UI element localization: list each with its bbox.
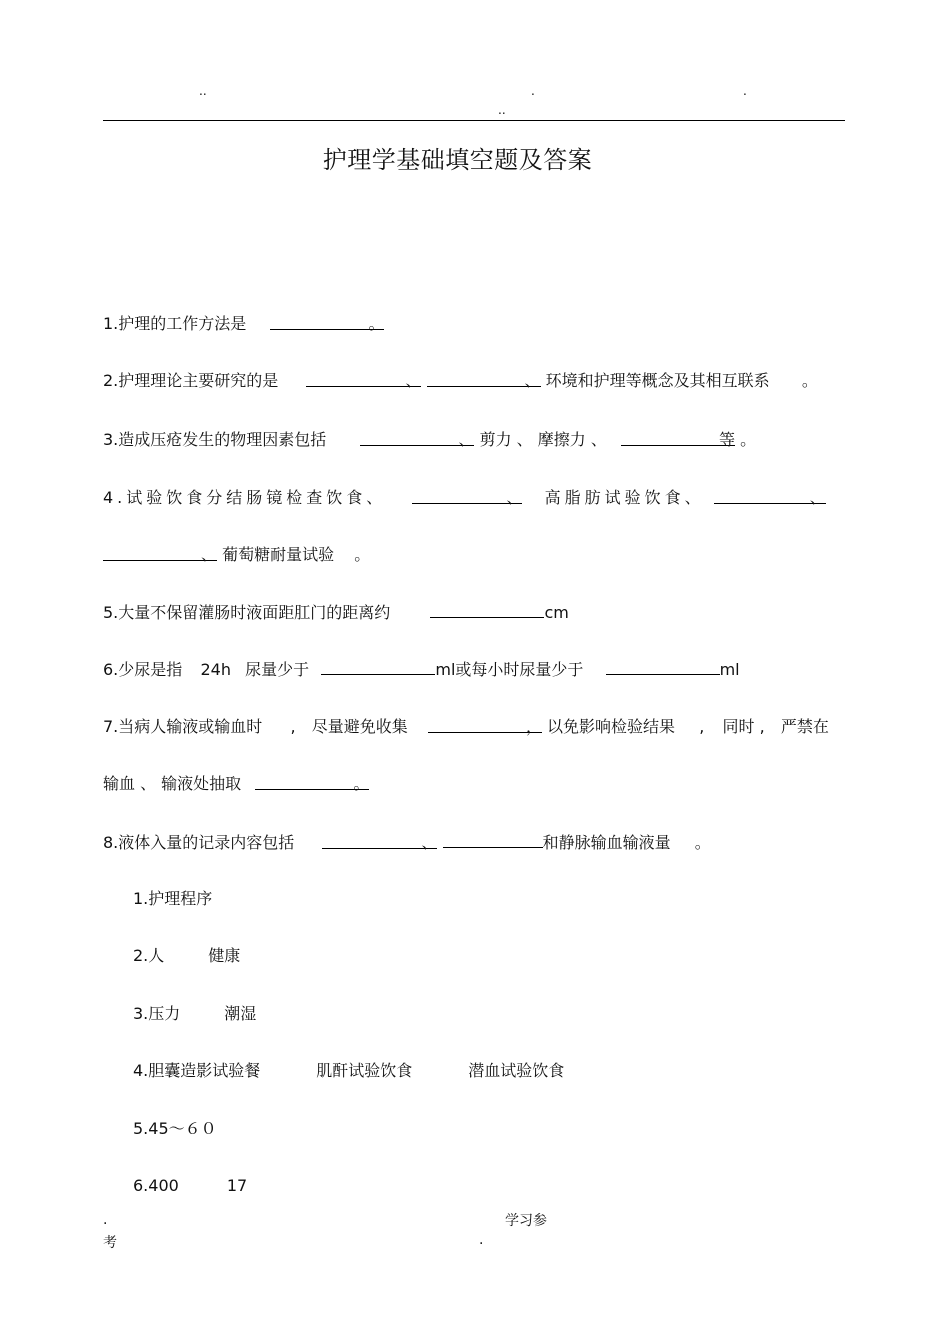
punctuation: 、 (524, 371, 541, 390)
unit-label: ml (435, 660, 456, 679)
question-text: 3.造成压疮发生的物理因素包括 (103, 430, 327, 449)
answer-blank (322, 831, 438, 852)
answer-4 (133, 1059, 564, 1083)
answer-text: 肌酐试验饮食 (316, 1061, 413, 1080)
question-text: 高脂肪试验饮食、 (544, 488, 705, 507)
punctuation: , (699, 717, 705, 736)
question-8 (103, 830, 711, 854)
answer-6 (133, 1174, 247, 1198)
question-text: 剪力 、 摩擦力 、 (479, 430, 607, 449)
answer-blank (621, 428, 736, 449)
question-5 (103, 600, 569, 624)
punctuation: 、 (506, 488, 523, 507)
question-text: 以免影响检验结果 (547, 717, 676, 736)
answer-text: 潮湿 (224, 1004, 257, 1023)
punctuation: 。 (368, 314, 385, 333)
question-text: 葡萄糖耐量试验 (222, 545, 335, 564)
answer-3 (133, 1002, 256, 1026)
answer-text: 17 (226, 1176, 248, 1195)
question-text: 7.当病人输液或输血时 (103, 717, 263, 736)
unit-label: cm (544, 603, 569, 622)
answer-2 (133, 944, 240, 968)
question-7-continued (103, 772, 369, 796)
answer-text: 4.胆囊造影试验餐 (133, 1061, 261, 1080)
answer-text: 6.400 (133, 1176, 179, 1195)
answer-blank (360, 428, 475, 449)
answer-text: 2.人 (133, 946, 165, 965)
header-mark: .. (498, 103, 506, 117)
question-text: 输血 、 输液处抽取 (103, 774, 242, 793)
question-text: 等 (719, 430, 736, 449)
header-rule (103, 120, 845, 121)
question-text: 尽量避免收集 (311, 717, 408, 736)
question-text: 4.试验饮食分结肠镜检查饮食、 (103, 488, 387, 507)
question-4-continued (103, 543, 370, 567)
punctuation: 。 (740, 430, 757, 449)
answer-blank (255, 772, 370, 793)
question-text: 尿量少于 (245, 660, 310, 679)
question-text: 6.少尿是指 (103, 660, 183, 679)
question-6 (103, 657, 740, 681)
answer-blank (606, 657, 720, 675)
answer-text: 3.压力 (133, 1004, 181, 1023)
footer-text: 学习参 (505, 1213, 547, 1229)
answer-blank (412, 486, 523, 507)
punctuation: 。 (801, 371, 818, 390)
answer-blank (321, 657, 435, 675)
header-mark: . (531, 84, 535, 98)
page-title: 护理学基础填空题及答案 (322, 146, 593, 174)
punctuation: 、 (809, 488, 826, 507)
question-text: 严禁在 (780, 717, 829, 736)
question-4 (103, 486, 826, 510)
punctuation: 、 (200, 545, 217, 564)
punctuation: ， (525, 717, 542, 736)
footer-mark: . (103, 1212, 108, 1228)
punctuation: 。 (694, 833, 711, 852)
answer-blank (103, 543, 217, 564)
answer-text: 潜血试验饮食 (468, 1061, 565, 1080)
answer-blank (428, 715, 542, 736)
punctuation: 、 (405, 371, 422, 390)
question-text: 和静脉输血输液量 (542, 833, 671, 852)
answer-blank (443, 830, 543, 848)
answer-1: 1.护理程序 (133, 889, 213, 908)
answer-blank (306, 369, 422, 390)
question-text: 8.液体入量的记录内容包括 (103, 833, 295, 852)
answer-blank (270, 312, 385, 333)
footer-text: 考 (103, 1235, 117, 1251)
question-3 (103, 428, 756, 452)
punctuation: 、 (421, 833, 438, 852)
question-text: 24h (200, 660, 231, 679)
header-mark: . (743, 84, 747, 98)
answer-blank (430, 600, 544, 618)
answer-5: 5.45～６０ (133, 1119, 217, 1138)
punctuation: 、 (458, 430, 475, 449)
answer-blank (427, 369, 541, 390)
question-text: 环境和护理等概念及其相互联系 (545, 371, 770, 390)
question-text: 或每小时尿量少于 (455, 660, 584, 679)
punctuation: 。 (354, 545, 371, 564)
question-7 (103, 715, 829, 739)
unit-label: ml (719, 660, 740, 679)
question-text: 5.大量不保留灌肠时液面距肛门的距离约 (103, 603, 391, 622)
punctuation: 。 (353, 774, 370, 793)
question-text: 1.护理的工作方法是 (103, 314, 247, 333)
answer-blank (714, 486, 826, 507)
question-text: 同时 , (722, 717, 765, 736)
footer-mark: . (479, 1232, 484, 1248)
question-1 (103, 312, 384, 336)
header-mark: .. (199, 84, 207, 98)
answer-text: 健康 (208, 946, 241, 965)
punctuation: , (290, 717, 296, 736)
question-2 (103, 369, 818, 393)
question-text: 2.护理理论主要研究的是 (103, 371, 279, 390)
